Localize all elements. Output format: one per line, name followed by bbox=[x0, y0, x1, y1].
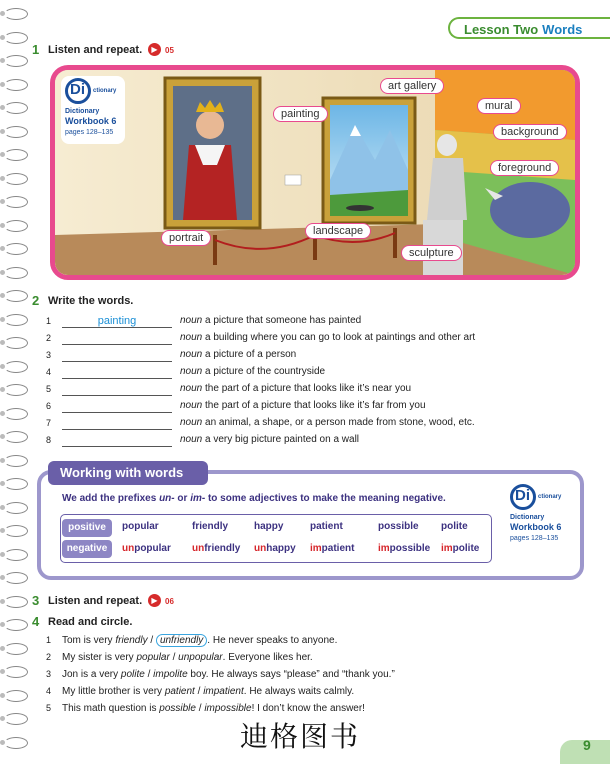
item-number: 3 bbox=[46, 350, 52, 360]
choice-a[interactable]: polite bbox=[120, 669, 145, 680]
section-4-title: Read and circle. bbox=[48, 616, 133, 628]
circle-sentence: 5 This math question is possible / impossible! I don’t know the answer! bbox=[46, 703, 365, 714]
definition: noun a picture that someone has painted bbox=[180, 315, 362, 326]
lesson-header bbox=[448, 17, 610, 39]
circle-sentence: 1 Tom is very friendly / unfriendly . He never speaks to anyone. bbox=[46, 635, 338, 646]
track-number-2: 06 bbox=[165, 597, 174, 606]
definition: noun a very big picture painted on a wall bbox=[180, 434, 360, 445]
label-sculpture: sculpture bbox=[401, 245, 462, 261]
definition: noun the part of a picture that looks like it’s far from you bbox=[180, 400, 426, 411]
positive-label: positive bbox=[62, 519, 112, 537]
dictionary-logo-2 bbox=[506, 482, 570, 550]
binding-ring bbox=[4, 502, 28, 514]
logo-line1: Dictionary bbox=[65, 108, 100, 115]
answer-blank[interactable] bbox=[62, 347, 172, 362]
choice-b[interactable]: impossible bbox=[204, 703, 252, 714]
item-number: 5 bbox=[46, 384, 52, 394]
negative-word: unpopular bbox=[122, 543, 171, 554]
binding-ring bbox=[4, 408, 28, 420]
choice-b[interactable]: unpopular bbox=[178, 652, 223, 663]
working-with-words-title: Working with words bbox=[48, 461, 208, 485]
binding-ring bbox=[4, 220, 28, 232]
binding-ring bbox=[4, 267, 28, 279]
label-art-gallery: art gallery bbox=[380, 78, 444, 94]
binding-ring bbox=[4, 737, 28, 749]
track-number-1: 05 bbox=[165, 46, 174, 55]
negative-word: unfriendly bbox=[192, 543, 241, 554]
binding-ring bbox=[4, 79, 28, 91]
positive-word: friendly bbox=[192, 521, 229, 532]
binding-ring bbox=[4, 126, 28, 138]
circle-sentence: 2 My sister is very popular / unpopular. Everyone likes her. bbox=[46, 652, 313, 663]
binding-ring bbox=[4, 619, 28, 631]
logo-line2-2: Workbook 6 bbox=[510, 522, 562, 532]
choice-a[interactable]: possible bbox=[159, 703, 196, 714]
watermark: 迪格图书 bbox=[240, 720, 361, 753]
binding-ring bbox=[4, 314, 28, 326]
logo-small: ctionary bbox=[93, 88, 117, 94]
definition: noun a picture of a person bbox=[180, 349, 297, 360]
binding-ring bbox=[4, 173, 28, 185]
audio-icon[interactable]: ▶ bbox=[148, 43, 161, 56]
binding-ring bbox=[4, 361, 28, 373]
item-number: 6 bbox=[46, 401, 52, 411]
answer-blank[interactable] bbox=[62, 381, 172, 396]
choice-a[interactable]: popular bbox=[136, 652, 170, 663]
positive-word: polite bbox=[441, 521, 468, 532]
label-mural: mural bbox=[477, 98, 521, 114]
label-landscape: landscape bbox=[305, 223, 371, 239]
item-number: 8 bbox=[46, 435, 52, 445]
choice-b[interactable]: unfriendly bbox=[156, 634, 207, 647]
label-portrait: portrait bbox=[161, 230, 211, 246]
negative-word: impossible bbox=[378, 543, 431, 554]
negative-word: impolite bbox=[441, 543, 480, 554]
page-number: 9 bbox=[583, 737, 591, 753]
audio-icon[interactable]: ▶ bbox=[148, 594, 161, 607]
dictionary-logo bbox=[61, 76, 125, 144]
definition: noun an animal, a shape, or a person made from stone, wood, etc. bbox=[180, 417, 475, 428]
binding-ring bbox=[4, 55, 28, 67]
logo-letters-2: Di bbox=[515, 487, 530, 504]
binding-ring bbox=[4, 431, 28, 443]
item-number: 2 bbox=[46, 333, 52, 343]
choice-a[interactable]: patient bbox=[164, 686, 195, 697]
definition: noun a picture of the countryside bbox=[180, 366, 326, 377]
answer-blank[interactable] bbox=[62, 432, 172, 447]
binding-ring bbox=[4, 8, 28, 20]
binding-ring bbox=[4, 596, 28, 608]
binding-ring bbox=[4, 32, 28, 44]
binding-ring bbox=[4, 384, 28, 396]
binding-ring bbox=[4, 572, 28, 584]
logo-line2: Workbook 6 bbox=[65, 116, 117, 126]
answer-blank[interactable] bbox=[62, 415, 172, 430]
logo-small-2: ctionary bbox=[538, 494, 562, 500]
binding-ring bbox=[4, 337, 28, 349]
section-2-number: 2 bbox=[32, 293, 40, 308]
logo-letters: Di bbox=[70, 81, 85, 98]
binding-ring bbox=[4, 455, 28, 467]
binding-ring bbox=[4, 102, 28, 114]
negative-label: negative bbox=[62, 540, 112, 558]
answer-blank[interactable] bbox=[62, 330, 172, 345]
answer-blank[interactable]: painting bbox=[62, 313, 172, 328]
section-2-title: Write the words. bbox=[48, 295, 134, 307]
negative-word: unhappy bbox=[254, 543, 296, 554]
binding-ring bbox=[4, 149, 28, 161]
choice-a[interactable]: friendly bbox=[115, 635, 148, 646]
positive-word: patient bbox=[310, 521, 343, 532]
answer-blank[interactable] bbox=[62, 364, 172, 379]
positive-word: possible bbox=[378, 521, 419, 532]
item-number: 4 bbox=[46, 367, 52, 377]
logo-line3: pages 128–135 bbox=[65, 129, 114, 136]
choice-b[interactable]: impolite bbox=[153, 669, 188, 680]
label-background: background bbox=[493, 124, 567, 140]
binding-ring bbox=[4, 525, 28, 537]
binding-ring bbox=[4, 243, 28, 255]
lesson-topic: Words bbox=[542, 22, 583, 37]
positive-word: happy bbox=[254, 521, 284, 532]
lesson-label: Lesson Two bbox=[464, 22, 539, 37]
item-number: 1 bbox=[46, 316, 52, 326]
section-3-title: Listen and repeat. bbox=[48, 595, 143, 607]
working-with-words-intro: We add the prefixes un- or im- to some adjectives to make the meaning negative. bbox=[62, 493, 446, 504]
binding-ring bbox=[4, 666, 28, 678]
section-1-title: Listen and repeat. bbox=[48, 44, 143, 56]
gallery-illustration bbox=[50, 65, 580, 280]
binding-ring bbox=[4, 196, 28, 208]
binding-ring bbox=[4, 643, 28, 655]
binding-ring bbox=[4, 478, 28, 490]
binding-ring bbox=[4, 290, 28, 302]
item-number: 7 bbox=[46, 418, 52, 428]
section-3-number: 3 bbox=[32, 593, 40, 608]
definition: noun the part of a picture that looks like it’s near you bbox=[180, 383, 412, 394]
circle-sentence: 4 My little brother is very patient / impatient. He always waits calmly. bbox=[46, 686, 355, 697]
label-foreground: foreground bbox=[490, 160, 559, 176]
section-1-number: 1 bbox=[32, 42, 40, 57]
positive-word: popular bbox=[122, 521, 159, 532]
negative-word: impatient bbox=[310, 543, 355, 554]
logo-line3-2: pages 128–135 bbox=[510, 535, 559, 542]
circle-sentence: 3 Jon is a very polite / impolite boy. He always says “please” and “thank you.” bbox=[46, 669, 395, 680]
binding-ring bbox=[4, 690, 28, 702]
spiral-binding bbox=[0, 0, 28, 764]
logo-line1-2: Dictionary bbox=[510, 514, 545, 521]
label-painting: painting bbox=[273, 106, 328, 122]
binding-ring bbox=[4, 713, 28, 725]
answer-blank[interactable] bbox=[62, 398, 172, 413]
definition: noun a building where you can go to look at paintings and other art bbox=[180, 332, 476, 343]
section-4-number: 4 bbox=[32, 614, 40, 629]
choice-b[interactable]: impatient bbox=[203, 686, 244, 697]
binding-ring bbox=[4, 549, 28, 561]
